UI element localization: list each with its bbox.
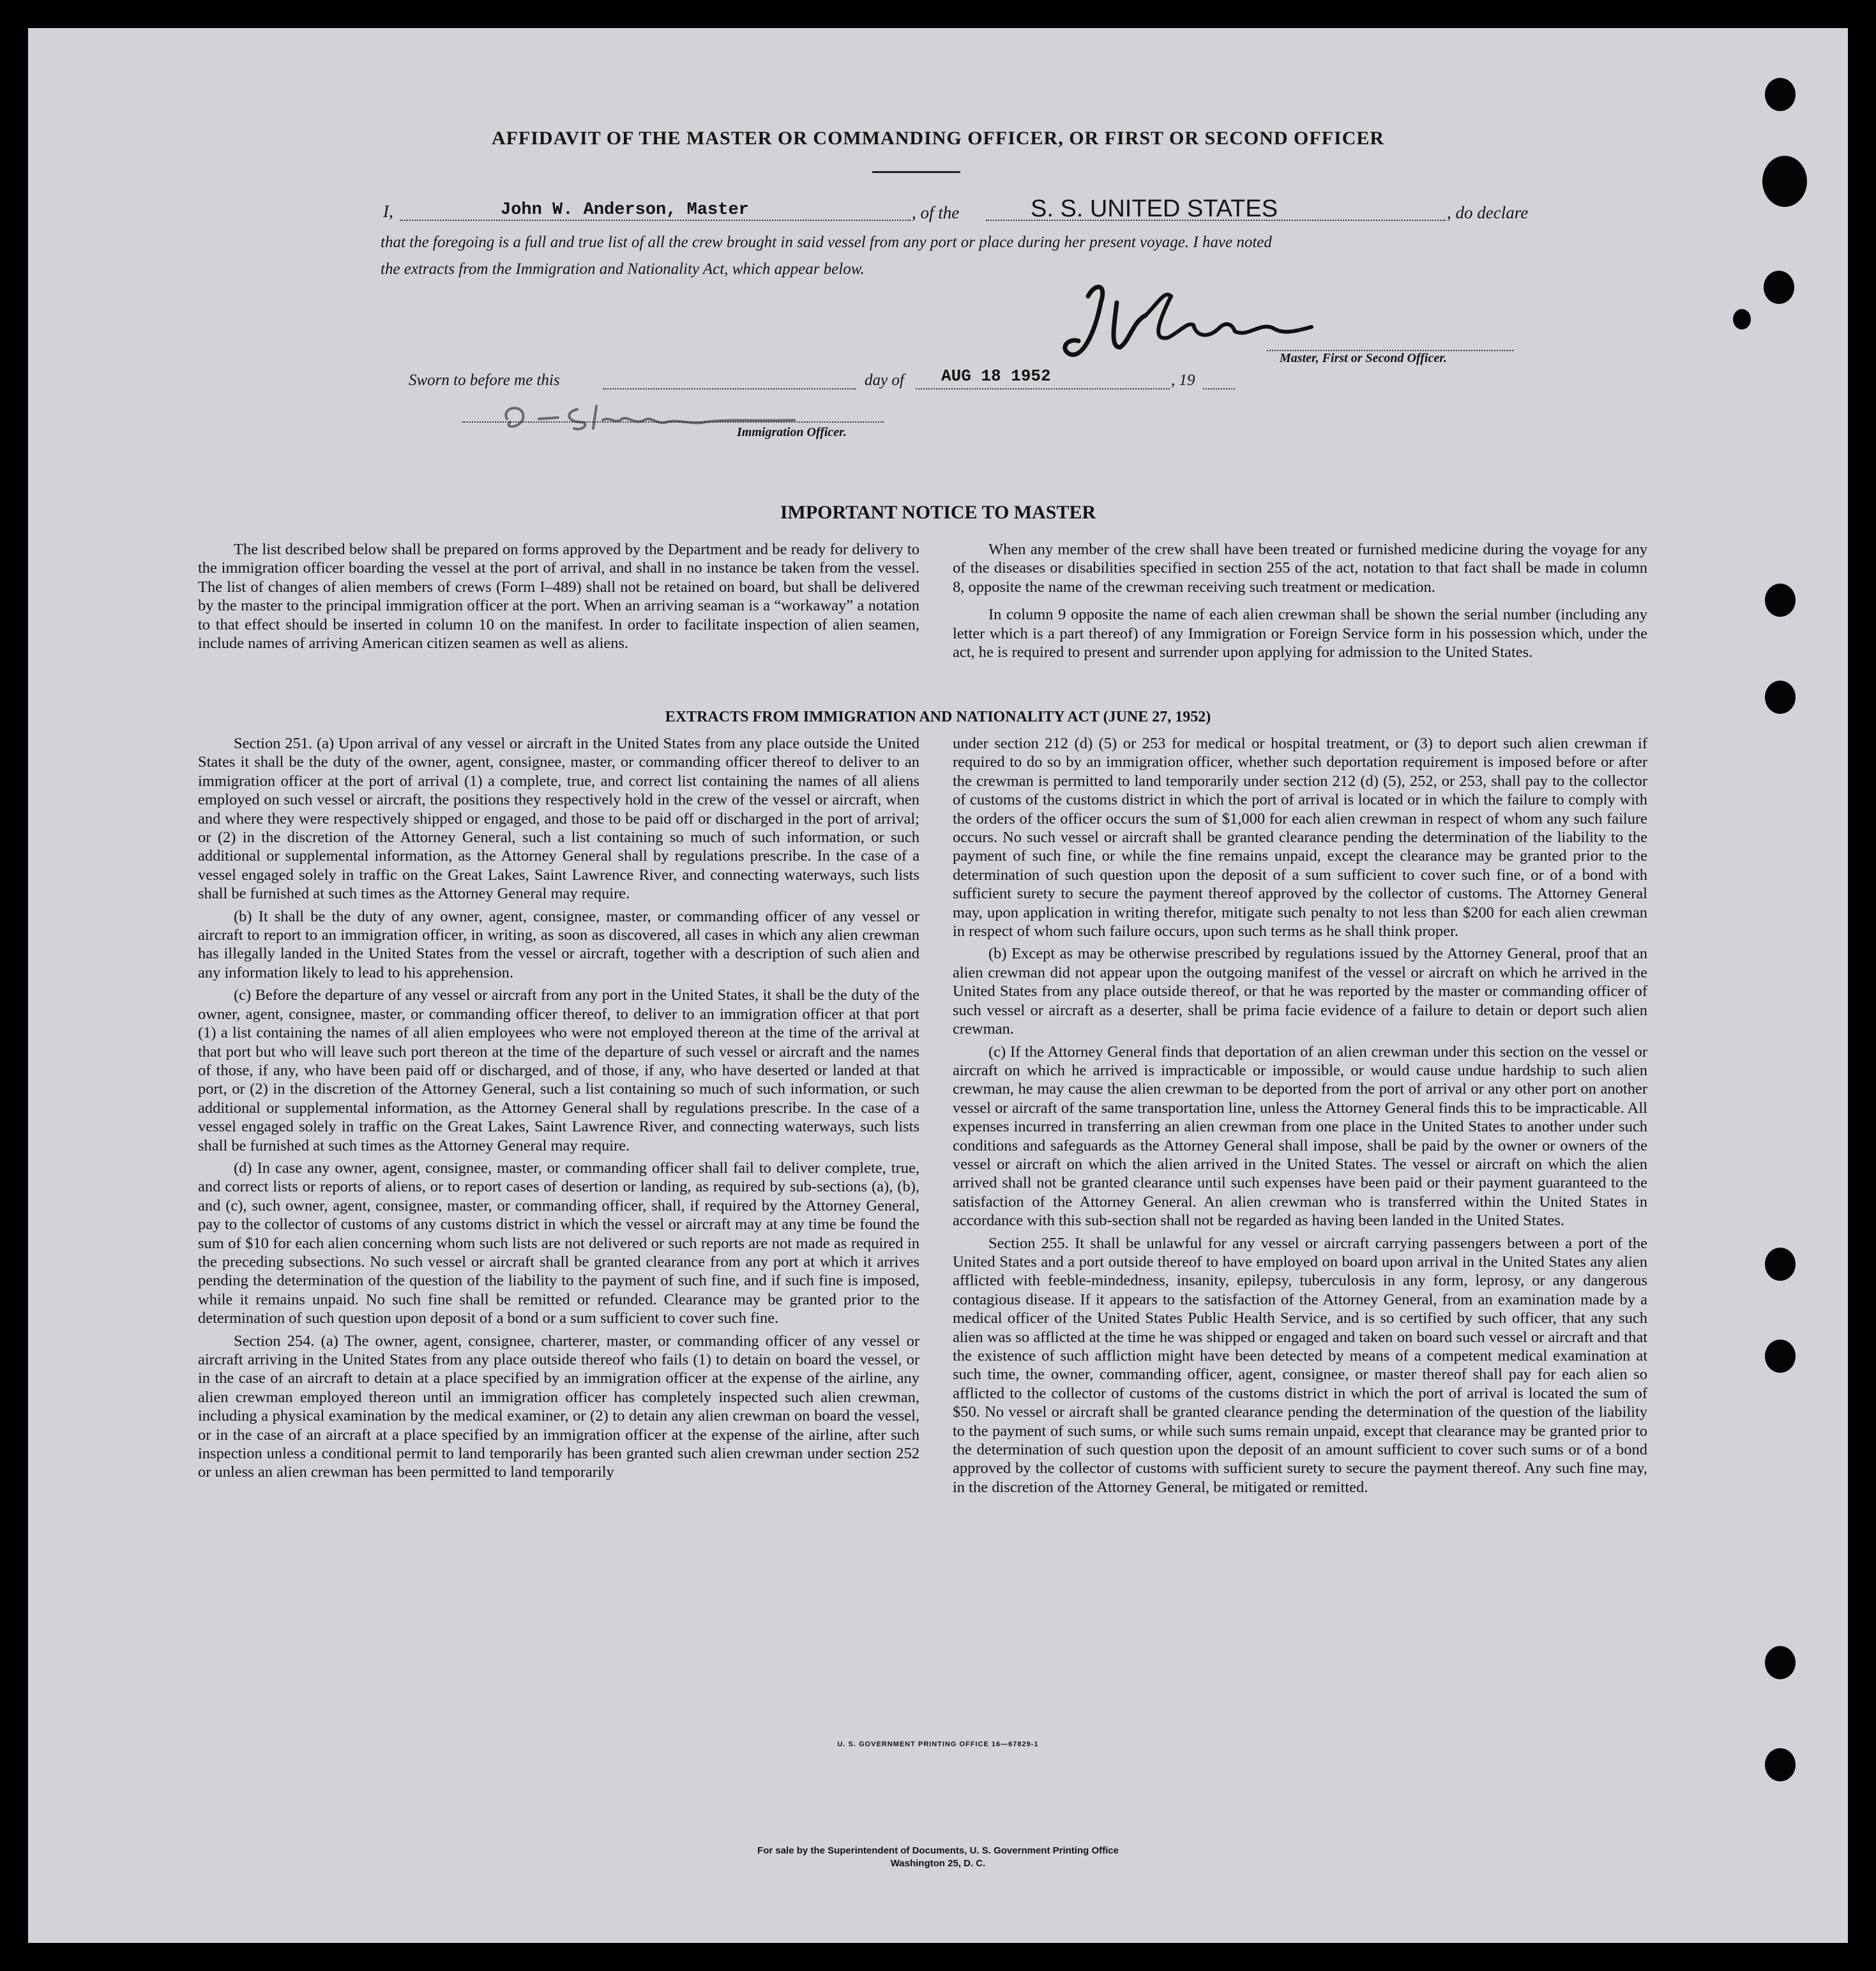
sworn-day-field	[603, 388, 856, 389]
year-label: , 19	[1171, 372, 1195, 389]
officer-caption: Immigration Officer.	[737, 425, 847, 439]
punch-hole	[1765, 1646, 1796, 1679]
punch-hole	[1765, 681, 1796, 714]
punch-hole	[1764, 271, 1794, 304]
punch-hole	[1765, 1340, 1796, 1373]
extracts-left-column	[198, 734, 919, 1486]
title-rule	[872, 171, 960, 173]
section-254-c: (c) If the Attorney General finds that deportation of an alien crewman under this section on the vessel or aircraft on which he arrived is impracticable or impossible, or would cause undue hardship to such alien crewman, he may cause the alien crewman to be deported from the port of arrival or any other port on another vessel or aircraft of the same transportation line, unless the Attorney General finds this to be impracticable. All expenses incurred in transferring an alien crewman from one place in the United States to another under such conditions and safeguards as the Attorney General shall impose, shall be paid by the owner or owners of the vessel or aircraft on which the alien arrived in the United States. The vessel or aircraft on which the alien arrived shall not be granted clearance until such expenses have been paid or their payment guaranteed to the satisfaction of the Attorney General. An alien crewman who is transferred within the United States in accordance with this sub-section shall not be regarded as having been landed in the United States.	[953, 1043, 1647, 1230]
printing-office-line: U. S. GOVERNMENT PRINTING OFFICE 16—67829-1	[837, 1741, 1039, 1748]
section-254-b: (b) Except as may be otherwise prescribed by regulations issued by the Attorney General, proof that an alien crewman did not appear upon the outgoing manifest of the vessel or aircraft on which he arrived in the United States from any place outside thereof, or that he was reported by the master or commanding officer of such vessel or aircraft as a deserter, shall be prima facie evidence of a failure to detain or deport such alien crewman.	[953, 945, 1647, 1038]
section-251-c: (c) Before the departure of any vessel or aircraft from any port in the United States, it shall be the duty of the owner, agent, consignee, master, or commanding officer thereof, to deliver to an immigration officer at that port (1) a list containing the names of all alien employees who were not employed thereon at the time of the arrival at that port but who will leave such port thereon at the time of the departure of such vessel or aircraft and the names of those, if any, who have been paid off or discharged, and of those, if any, who have deserted or landed at that port, or (2) in the discretion of the Attorney General, such a list containing so much of such information, or such additional or supplemental information, as the Attorney General shall by regulations prescribe. In the case of a vessel engaged solely in traffic on the Great Lakes, Saint Lawrence River, and connecting waterways, such lists shall be furnished at such times as the Attorney General may require.	[198, 986, 919, 1154]
affidavit-statement-line: that the foregoing is a full and true list of all the crew brought in said vessel from any port or place during her present voyage. I have noted	[381, 234, 1272, 251]
notice-right-column	[953, 540, 1647, 665]
date-stamp: AUG 18 1952	[941, 366, 1051, 386]
section-254-a: Section 254. (a) The owner, agent, consignee, charterer, master, or commanding officer of any vessel or aircraft arriving in the United States from any place outside thereof who fails (1) to detain on board the vessel, or in the case of an aircraft to detain at a place specified by an immigration officer at the expense of the airline, any alien crewman employed thereon until an immigration officer has completely inspected such alien crewman, including a physical examination by the medical examiner, or (2) to detain any alien crewman on board the vessel, or in the case of an aircraft at a place specified by an immigration officer at the expense of the airline, after such inspection unless a conditional permit to land temporarily has been granted such alien crewman under section 252 or unless an alien crewman has been permitted to land temporarily	[198, 1332, 919, 1481]
notice-left-column	[198, 540, 919, 656]
master-name-field: John W. Anderson, Master	[501, 200, 749, 220]
section-251-a: Section 251. (a) Upon arrival of any vessel or aircraft in the United States from any place outside the United States it shall be the duty of the owner, agent, consignee, master, or commanding officer thereof to deliver to an immigration officer at the port of arrival (1) a complete, true, and correct list containing the names of all aliens employed on such vessel or aircraft, the positions they respectively hold in the crew of the vessel or aircraft, when and where they were respectively shipped or engaged, and those to be paid off or discharged in the port of arrival; or (2) in the discretion of the Attorney General, such a list containing so much of such information, or such additional or supplemental information, as the Attorney General shall by regulations prescribe. In the case of a vessel engaged solely in traffic on the Great Lakes, Saint Lawrence River, and connecting waterways, such lists shall be furnished at such times as the Attorney General may require.	[198, 735, 919, 903]
officer-signature-line	[462, 421, 884, 423]
section-254-a-continued: under section 212 (d) (5) or 253 for medical or hospital treatment, or (3) to deport such alien crewman if required to do so by an immigration officer, whether such deportation requirement is imposed before or after the crewman is permitted to land temporarily under section 212 (d) (5), 252, or 253, shall pay to the collector of customs of the customs district in which the port of arrival is located or in which the failure to comply with the orders of the officer occurs the sum of $1,000 for each alien crewman in respect of whom any such failure occurs. No such vessel or aircraft shall be granted clearance pending the determination of the liability to the payment of such fine, or while the fine remains unpaid, except the clearance may be granted prior to the determination of such question upon the deposit of a sum sufficient to cover such fine, or of a bond with sufficient surety to secure the payment thereof approved by the collector of customs. The Attorney General may, upon application in writing therefor, mitigate such penalty to not less than $200 for each alien crewman in respect of whom such failure occurs, upon such terms as he shall think proper.	[953, 735, 1647, 940]
section-255: Section 255. It shall be unlawful for any vessel or aircraft carrying passengers between a port of the United States and a port outside thereof to have employed on board upon arrival in the United States any alien afflicted with feeble-mindedness, insanity, epilepsy, tuberculosis in any form, leprosy, or any dangerous contagious disease. If it appears to the satisfaction of the Attorney General, from an examination made by a medical officer of the United States Public Health Service, and is so certified by such officer, that any such alien was so afflicted at the time he was shipped or engaged and taken on board such vessel or aircraft and that the existence of such affliction might have been detected by means of a competent medical examination at such time, the owner, commanding officer, agent, consignee, or master thereof shall pay for each alien so afflicted to the collector of customs of the customs district in which the port of arrival is located the sum of $50. No vessel or aircraft shall be granted clearance pending the determination of the question of the liability to the payment of such sums, or while such sums remain unpaid, except that clearance may be granted prior to the determination of such question upon the deposit of an amount sufficient to cover such sums or of a bond approved by the collector of customs with sufficient surety to secure the payment thereof. Any such fine may, in the discretion of the Attorney General, be mitigated or remitted.	[953, 1234, 1647, 1496]
sworn-label: Sworn to before me this	[409, 372, 560, 389]
day-of-label: day of	[865, 372, 904, 389]
sale-line-1: For sale by the Superintendent of Documents, U. S. Government Printing Office	[757, 1845, 1119, 1856]
of-the-label: , of the	[912, 203, 960, 222]
name-field-line	[400, 220, 911, 221]
punch-hole	[1762, 156, 1807, 207]
affidavit-title: AFFIDAVIT OF THE MASTER OR COMMANDING OFFICER, OR FIRST OR SECOND OFFICER	[491, 128, 1385, 149]
extracts-right-column	[953, 734, 1647, 1500]
punch-hole	[1765, 1248, 1796, 1281]
vessel-name-field: S. S. UNITED STATES	[1031, 195, 1278, 222]
notice-right-paragraph-1: When any member of the crew shall have been treated or furnished medicine during the voyage for any of the diseases or disabilities specified in section 255 of the act, notation to that fact shall be made in column 8, opposite the name of the crewman receiving such treatment or medication.	[953, 541, 1647, 596]
punch-hole	[1765, 1748, 1796, 1781]
i-label: I,	[383, 202, 393, 221]
section-251-b: (b) It shall be the duty of any owner, agent, consignee, master, or commanding officer of any vessel or aircraft to report to an immigration officer, in writing, as soon as discovered, all cases in which any alien crewman has illegally landed in the United States from the vessel or aircraft, together with a description of such alien and any information likely to lead to his apprehension.	[198, 907, 919, 981]
punch-hole	[1733, 309, 1751, 329]
notice-left-paragraph: The list described below shall be prepared on forms approved by the Department and be ready for delivery to the immigration officer boarding the vessel at the port of arrival, and shall in no instance be taken from the vessel. The list of changes of alien members of crews (Form I–489) shall not be retained on board, but shall be delivered by the master to the principal immigration officer at the port. When an arriving seaman is a “workaway” a notation to that effect should be inserted in column 10 on the manifest. In order to facilitate inspection of alien seamen, include names of arriving American citizen seamen as well as aliens.	[198, 541, 919, 653]
sale-line-2: Washington 25, D. C.	[890, 1858, 986, 1869]
section-251-d: (d) In case any owner, agent, consignee, master, or commanding officer shall fail to deliver complete, true, and correct lists or reports of aliens, or to report cases of desertion or landing, as required by sub-sections (a), (b), and (c), such owner, agent, consignee, master, or commanding officer, shall, if required by the Attorney General, pay to the collector of customs of any customs district in which the vessel or aircraft may at any time be found the sum of $10 for each alien concerning whom such lists are not delivered or such reports are not made as required in the preceding subsections. No such vessel or aircraft shall be granted clearance from any port at which it arrives pending the determination of the question of the liability to the payment of such fine, and if such fine is imposed, while it remains unpaid. No such fine shall be remitted or refunded. Clearance may be granted prior to the determination of such question upon deposit of a bond or a sum sufficient to cover such fine.	[198, 1159, 919, 1327]
affidavit-extracts-line: the extracts from the Immigration and Nationality Act, which appear below.	[381, 261, 865, 278]
notice-heading: IMPORTANT NOTICE TO MASTER	[780, 502, 1096, 523]
master-caption: Master, First or Second Officer.	[1280, 351, 1447, 365]
do-declare-label: , do declare	[1447, 203, 1529, 222]
punch-hole	[1765, 584, 1796, 617]
notice-right-paragraph-2: In column 9 opposite the name of each alien crewman shall be shown the serial number (including any letter which is a part thereof) of any Immigration or Foreign Service form in his possession which, under the act, he is required to present and surrender upon applying for admission to the United States.	[953, 606, 1647, 661]
punch-hole	[1765, 78, 1796, 111]
year-field	[1203, 388, 1235, 389]
extracts-heading: EXTRACTS FROM IMMIGRATION AND NATIONALITY ACT (JUNE 27, 1952)	[665, 709, 1211, 725]
document-page	[28, 28, 1848, 1943]
sworn-date-line	[916, 388, 1170, 389]
